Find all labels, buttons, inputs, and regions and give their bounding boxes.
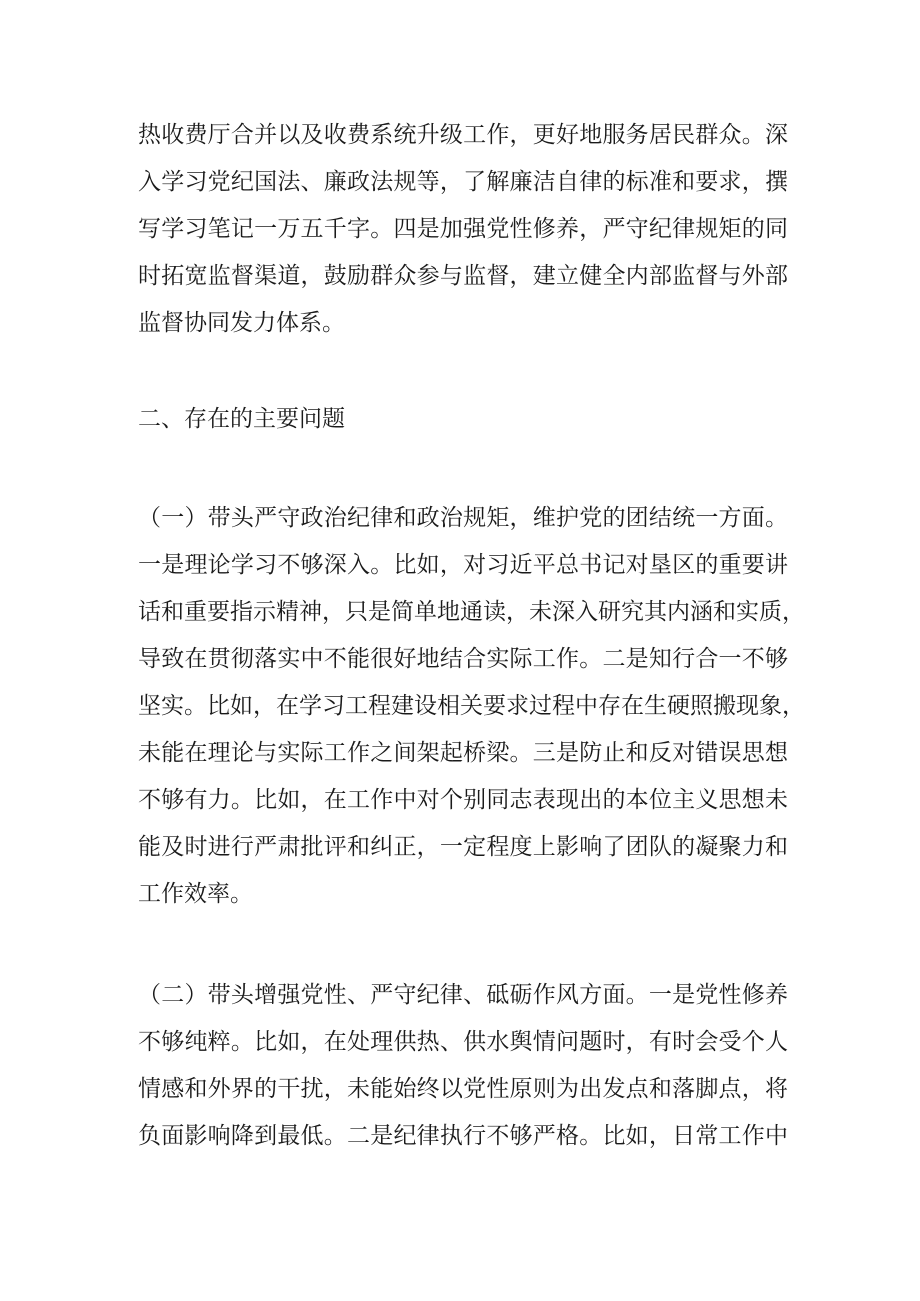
text-line: 不够有力。比如，在工作中对个别同志表现出的本位主义思想未	[138, 787, 788, 813]
section-heading	[138, 396, 788, 443]
text-line: 话和重要指示精神，只是简单地通读，未深入研究其内涵和实质，	[138, 599, 805, 625]
text-line: 工作效率。	[138, 881, 253, 907]
paragraph-political-discipline	[138, 495, 805, 918]
text-line: （一）带头严守政治纪律和政治规矩，维护党的团结统一方面。	[138, 505, 788, 531]
text-line: 负面影响降到最低。二是纪律执行不够严格。比如，日常工作中	[138, 1123, 788, 1149]
text-line: 坚实。比如，在学习工程建设相关要求过程中存在生硬照搬现象，	[138, 693, 805, 719]
text-line: 能及时进行严肃批评和纠正，一定程度上影响了团队的凝聚力和	[138, 834, 788, 860]
text-line: 不够纯粹。比如，在处理供热、供水舆情问题时，有时会受个人	[138, 1029, 788, 1055]
text-line: 入学习党纪国法、廉政法规等，了解廉洁自律的标准和要求，撰	[138, 169, 788, 195]
text-line: （二）带头增强党性、严守纪律、砥砺作风方面。一是党性修养	[138, 982, 788, 1008]
text-line: 写学习笔记一万五千字。四是加强党性修养，严守纪律规矩的同	[138, 216, 788, 242]
text-line: 时拓宽监督渠道，鼓励群众参与监督，建立健全内部监督与外部	[138, 263, 788, 289]
text-line: 监督协同发力体系。	[138, 310, 345, 336]
section-heading-text: 二、存在的主要问题	[138, 406, 345, 432]
text-line: 情感和外界的干扰，未能始终以党性原则为出发点和落脚点，将	[138, 1076, 788, 1102]
paragraph-party-spirit	[138, 972, 788, 1160]
text-line: 一是理论学习不够深入。比如，对习近平总书记对垦区的重要讲	[138, 552, 788, 578]
text-line: 导致在贯彻落实中不能很好地结合实际工作。二是知行合一不够	[138, 646, 788, 672]
paragraph-work-summary	[138, 112, 788, 347]
text-line: 未能在理论与实际工作之间架起桥梁。三是防止和反对错误思想	[138, 740, 788, 766]
text-line: 热收费厅合并以及收费系统升级工作，更好地服务居民群众。深	[138, 122, 788, 148]
